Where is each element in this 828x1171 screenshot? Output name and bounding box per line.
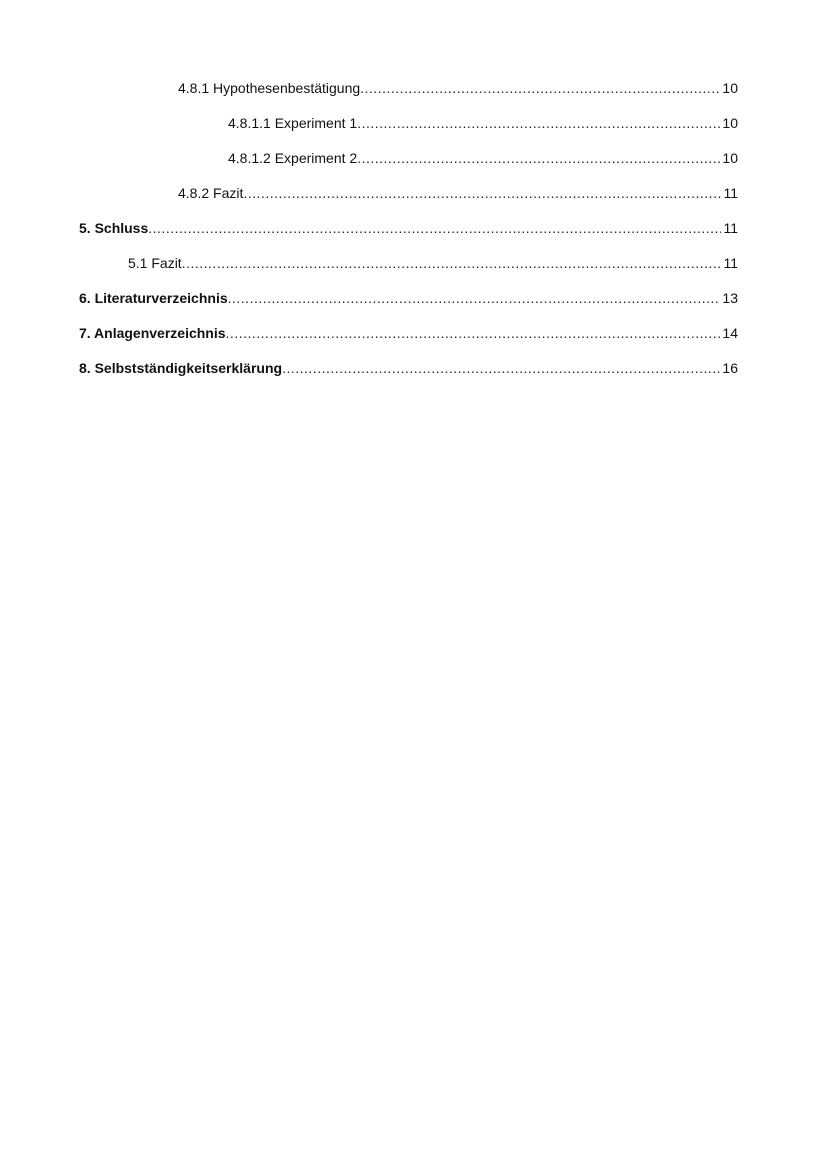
toc-entry-page-number: 13	[722, 290, 738, 306]
toc-dot-leader	[243, 183, 721, 203]
toc-dot-leader	[282, 358, 720, 378]
toc-entry-title: 5.1 Fazit	[128, 255, 182, 271]
toc-entry-4-8-2[interactable]	[178, 183, 738, 203]
toc-entry-title: 4.8.1.2 Experiment 2	[228, 150, 358, 166]
toc-entry-8[interactable]	[79, 358, 738, 378]
toc-entry-page-number: 11	[723, 220, 738, 236]
toc-dot-leader	[226, 323, 721, 343]
toc-entry-title: 4.8.1 Hypothesenbestätigung	[178, 80, 361, 96]
toc-entry-page-number: 10	[722, 115, 738, 131]
toc-entry-4-8-1[interactable]	[178, 78, 738, 98]
toc-entry-page-number: 10	[722, 150, 738, 166]
toc-entry-page-number: 11	[723, 185, 738, 201]
toc-entry-page-number: 16	[722, 360, 738, 376]
toc-entry-4-8-1-1[interactable]	[228, 113, 738, 133]
toc-dot-leader	[228, 288, 721, 308]
toc-entry-4-8-1-2[interactable]	[228, 148, 738, 168]
toc-dot-leader	[357, 148, 720, 168]
toc-dot-leader	[148, 218, 721, 238]
toc-entry-title: 4.8.2 Fazit	[178, 185, 244, 201]
toc-entry-page-number: 10	[722, 80, 738, 96]
toc-dot-leader	[357, 113, 720, 133]
toc-entry-page-number: 11	[723, 255, 738, 271]
toc-entry-title: 6. Literaturverzeichnis	[79, 290, 228, 306]
toc-entry-5-1[interactable]	[128, 253, 738, 273]
toc-entry-7[interactable]	[79, 323, 738, 343]
toc-dot-leader	[360, 78, 720, 98]
toc-entry-page-number: 14	[722, 325, 738, 341]
toc-entry-title: 4.8.1.1 Experiment 1	[228, 115, 358, 131]
toc-entry-6[interactable]	[79, 288, 738, 308]
toc-dot-leader	[182, 253, 722, 273]
toc-entry-5[interactable]	[79, 218, 738, 238]
toc-entry-title: 8. Selbstständigkeitserklärung	[79, 360, 283, 376]
toc-entry-title: 5. Schluss	[79, 220, 149, 236]
toc-entry-title: 7. Anlagenverzeichnis	[79, 325, 226, 341]
